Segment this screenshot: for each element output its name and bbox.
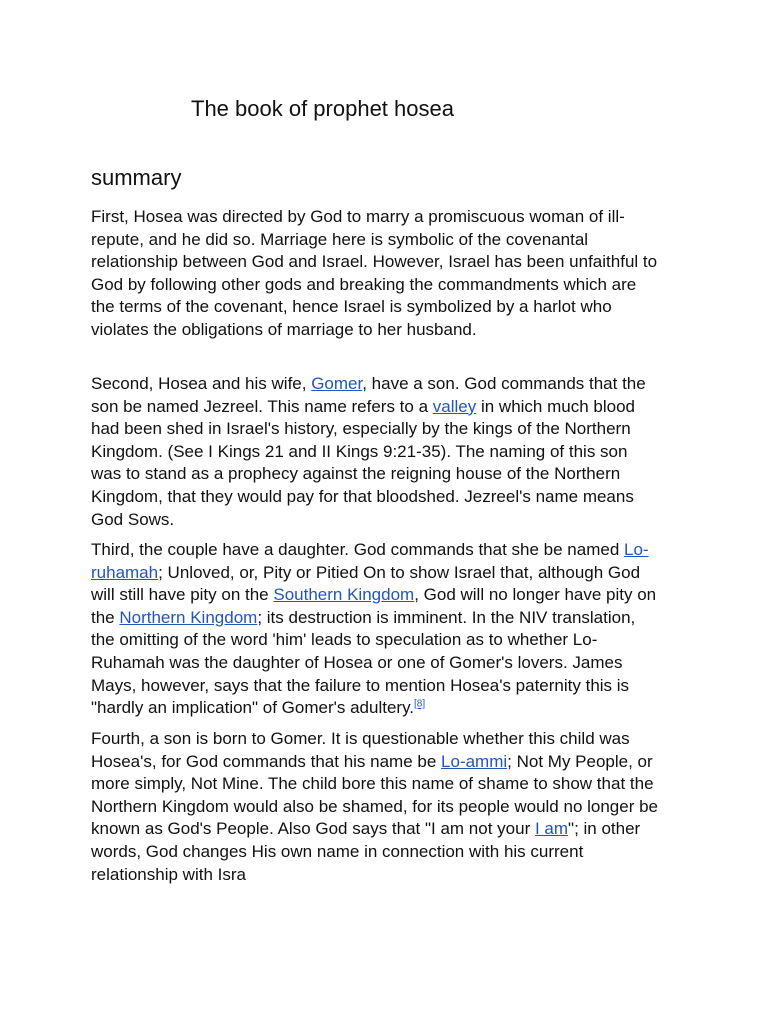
paragraph-line <box>91 486 691 509</box>
text-run: violates the obligations of marriage to her husband. <box>91 319 477 339</box>
paragraph-second <box>91 373 691 531</box>
text-run: Northern Kingdom would also be shamed, for its people would no longer be <box>91 796 659 816</box>
text-run: was to stand as a prophecy against the reigning house of the Northern <box>91 464 621 484</box>
text-run: God by following other gods and breaking the commandments which are <box>91 274 637 294</box>
paragraph-line <box>91 864 691 887</box>
text-run: the terms of the covenant, hence Israel is symbolized by a harlot who <box>91 297 612 317</box>
text-run: repute, and he did so. Marriage here is symbolic of the covenantal <box>91 229 589 249</box>
wiki-link[interactable]: Lo- <box>624 540 649 559</box>
paragraph-line <box>91 652 691 675</box>
wiki-link[interactable]: Southern Kingdom <box>273 585 415 605</box>
text-run: Kingdom, that they would pay for that bloodshed. Jezreel's name means <box>91 486 634 506</box>
paragraph-line <box>91 396 691 419</box>
paragraph-line <box>91 841 691 864</box>
paragraph-line <box>91 296 691 319</box>
paragraph-fourth <box>91 728 691 886</box>
text-run: more simply, Not Mine. The child bore this name of shame to show that the <box>91 774 654 794</box>
text-run: , God will no longer have pity on <box>414 585 657 605</box>
paragraph-first <box>91 206 691 342</box>
paragraph-line <box>91 818 691 841</box>
document-title: The book of prophet hosea <box>191 96 454 121</box>
text-run: Ruhamah was the daughter of Hosea or one of Gomer's lovers. James <box>91 652 623 672</box>
text-run: relationship between God and Israel. However, Israel has been unfaithful to <box>91 252 658 272</box>
summary-heading: summary <box>91 165 182 190</box>
footnote-reference <box>414 699 425 710</box>
paragraph-line <box>91 629 691 652</box>
text-run: Third, the couple have a daughter. God commands that she be named <box>91 540 625 559</box>
paragraph-line <box>91 418 691 441</box>
text-run: words, God changes His own name in connection with his current <box>91 841 584 861</box>
text-run: the <box>91 607 120 627</box>
wiki-link[interactable]: Gomer <box>311 374 363 393</box>
paragraph-line <box>91 274 691 297</box>
paragraph-line <box>91 509 691 532</box>
wiki-link[interactable]: valley <box>432 396 477 416</box>
wiki-link[interactable]: ruhamah <box>91 562 159 582</box>
paragraph-line <box>91 675 691 698</box>
paragraph-line <box>91 584 691 607</box>
footnote-link[interactable]: [8] <box>414 698 426 710</box>
paragraph-line <box>91 206 691 229</box>
paragraph-line <box>91 562 691 585</box>
text-run: son be named Jezreel. This name refers to a <box>91 396 433 416</box>
paragraph-line <box>91 539 691 562</box>
paragraph-line <box>91 441 691 464</box>
wiki-link[interactable]: Northern Kingdom <box>119 607 258 627</box>
text-run: ; its destruction is imminent. In the NIV translation, <box>257 607 636 627</box>
text-run: the omitting of the word 'him' leads to speculation as to whether Lo- <box>91 630 598 650</box>
paragraph-line <box>91 796 691 819</box>
text-run: ; Unloved, or, Pity or Pitied On to show Israel that, although God <box>158 562 641 582</box>
paragraph-third <box>91 539 691 720</box>
wiki-link[interactable]: Lo-ammi <box>441 751 508 771</box>
text-run: will still have pity on the <box>91 585 274 605</box>
text-run: God Sows. <box>91 509 175 529</box>
text-run: "; in other <box>568 819 641 839</box>
text-run: Kingdom. (See I Kings 21 and II Kings 9:21-35). The naming of this son <box>91 441 628 461</box>
text-run: , have a son. God commands that the <box>362 374 646 393</box>
text-run: relationship with Isra <box>91 864 246 884</box>
text-run: Hosea's, for God commands that his name be <box>91 751 442 771</box>
wiki-link[interactable]: I am <box>534 819 569 839</box>
paragraph-line <box>91 463 691 486</box>
text-run: in which much blood <box>476 396 635 416</box>
text-run: Fourth, a son is born to Gomer. It is questionable whether this child was <box>91 729 630 748</box>
text-run: Mays, however, says that the failure to mention Hosea's paternity this is <box>91 675 630 695</box>
paragraph-line <box>91 751 691 774</box>
text-run: Second, Hosea and his wife, <box>91 374 312 393</box>
paragraph-line <box>91 373 691 396</box>
paragraph-line <box>91 728 691 751</box>
text-run: had been shed in Israel's history, especially by the kings of the Northern <box>91 419 631 439</box>
text-run: First, Hosea was directed by God to marry a promiscuous woman of ill- <box>91 207 625 226</box>
paragraph-line <box>91 251 691 274</box>
text-run: "hardly an implication" of Gomer's adultery. <box>91 698 415 718</box>
text-run: ; Not My People, or <box>507 751 653 771</box>
paragraph-line <box>91 229 691 252</box>
paragraph-line <box>91 319 691 342</box>
paragraph-line <box>91 773 691 796</box>
text-run: known as God's People. Also God says that "I am not your <box>91 819 535 839</box>
paragraph-line <box>91 607 691 630</box>
paragraph-line <box>91 697 691 720</box>
